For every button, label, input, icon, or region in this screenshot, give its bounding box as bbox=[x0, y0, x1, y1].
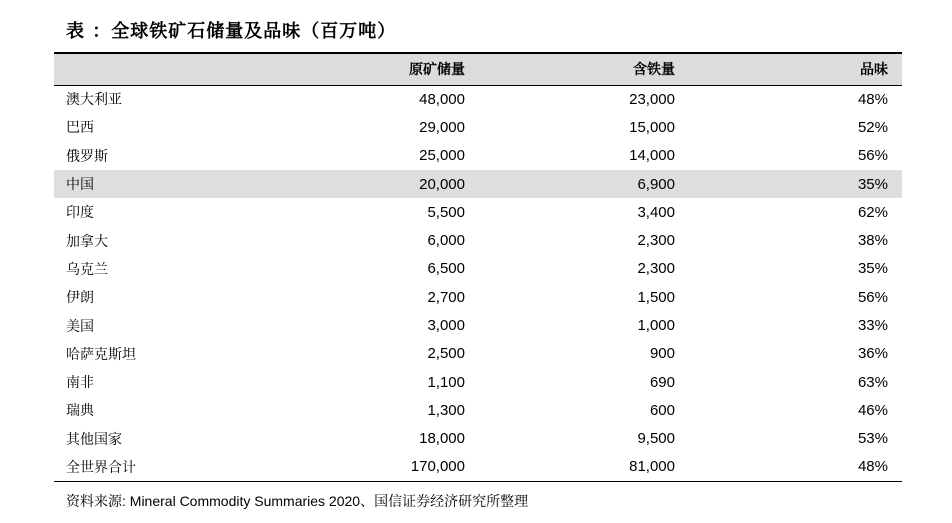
table-container bbox=[54, 0, 902, 482]
cell-country: 俄罗斯 bbox=[66, 148, 108, 165]
cell-country: 其他国家 bbox=[66, 431, 122, 448]
cell-grade: 35% bbox=[857, 260, 888, 278]
table-row bbox=[54, 85, 902, 113]
cell-iron: 2,300 bbox=[637, 260, 675, 278]
cell-grade: 52% bbox=[857, 118, 888, 136]
table-row bbox=[54, 368, 902, 396]
cell-country: 哈萨克斯坦 bbox=[66, 346, 136, 363]
cell-country: 乌克兰 bbox=[66, 261, 108, 278]
cell-country: 瑞典 bbox=[66, 403, 94, 420]
cell-country: 巴西 bbox=[66, 120, 94, 137]
cell-grade: 36% bbox=[857, 345, 888, 363]
table-row bbox=[54, 283, 902, 311]
title-row bbox=[54, 0, 902, 54]
cell-country: 澳大利亚 bbox=[66, 92, 122, 109]
cell-iron: 9,500 bbox=[637, 430, 675, 448]
cell-iron: 1,500 bbox=[637, 288, 675, 306]
table-row bbox=[54, 453, 902, 481]
cell-iron: 1,000 bbox=[637, 317, 675, 335]
cell-iron: 900 bbox=[649, 345, 675, 363]
cell-iron: 2,300 bbox=[637, 232, 675, 250]
iron-ore-table bbox=[54, 54, 902, 482]
table-row bbox=[54, 170, 902, 198]
cell-reserve: 18,000 bbox=[419, 430, 465, 448]
cell-reserve: 3,000 bbox=[427, 317, 465, 335]
table-row bbox=[54, 226, 902, 254]
cell-reserve: 2,500 bbox=[427, 345, 465, 363]
header-row bbox=[54, 54, 902, 85]
table-body bbox=[54, 85, 902, 481]
cell-grade: 56% bbox=[857, 288, 888, 306]
cell-reserve: 29,000 bbox=[419, 118, 465, 136]
table-row bbox=[54, 255, 902, 283]
cell-iron: 690 bbox=[649, 373, 675, 391]
cell-grade: 38% bbox=[857, 232, 888, 250]
cell-grade: 48% bbox=[857, 90, 888, 108]
cell-reserve: 48,000 bbox=[419, 90, 465, 108]
cell-reserve: 6,500 bbox=[427, 260, 465, 278]
cell-country: 中国 bbox=[66, 177, 94, 194]
cell-iron: 23,000 bbox=[629, 90, 675, 108]
cell-country: 全世界合计 bbox=[54, 453, 264, 481]
cell-iron: 15,000 bbox=[629, 118, 675, 136]
table-row bbox=[54, 340, 902, 368]
table-row bbox=[54, 142, 902, 170]
cell-grade: 53% bbox=[857, 430, 888, 448]
cell-grade: 48% bbox=[689, 453, 902, 481]
table-row bbox=[54, 396, 902, 424]
header-country bbox=[54, 54, 264, 85]
cell-grade: 62% bbox=[857, 203, 888, 221]
cell-grade: 33% bbox=[857, 317, 888, 335]
header-reserve: 原矿储量 bbox=[264, 54, 479, 85]
table-row bbox=[54, 311, 902, 339]
cell-grade: 46% bbox=[857, 401, 888, 419]
source-note: 资料来源: Mineral Commodity Summaries 2020、国信证券经济研究所整理 bbox=[66, 493, 529, 509]
cell-grade: 63% bbox=[857, 373, 888, 391]
cell-reserve: 6,000 bbox=[427, 232, 465, 250]
table-row bbox=[54, 425, 902, 453]
cell-iron: 3,400 bbox=[637, 203, 675, 221]
cell-iron: 600 bbox=[649, 401, 675, 419]
header-iron: 含铁量 bbox=[479, 54, 689, 85]
cell-iron: 14,000 bbox=[629, 147, 675, 165]
cell-country: 美国 bbox=[66, 318, 94, 335]
cell-reserve: 5,500 bbox=[427, 203, 465, 221]
header-grade: 品味 bbox=[689, 54, 902, 85]
cell-country: 加拿大 bbox=[66, 233, 108, 250]
cell-grade: 35% bbox=[857, 175, 888, 193]
cell-reserve: 1,100 bbox=[427, 373, 465, 391]
table-row bbox=[54, 113, 902, 141]
cell-reserve: 1,300 bbox=[427, 401, 465, 419]
cell-iron: 6,900 bbox=[637, 175, 675, 193]
table-row bbox=[54, 198, 902, 226]
cell-reserve: 20,000 bbox=[419, 175, 465, 193]
cell-country: 印度 bbox=[66, 205, 94, 222]
cell-country: 伊朗 bbox=[66, 290, 94, 307]
cell-reserve: 170,000 bbox=[264, 453, 479, 481]
cell-country: 南非 bbox=[66, 375, 94, 392]
table-title: 表 ：全球铁矿石储量及品味（百万吨） bbox=[66, 21, 397, 42]
cell-grade: 56% bbox=[857, 147, 888, 165]
cell-iron: 81,000 bbox=[479, 453, 689, 481]
cell-reserve: 2,700 bbox=[427, 288, 465, 306]
cell-reserve: 25,000 bbox=[419, 147, 465, 165]
